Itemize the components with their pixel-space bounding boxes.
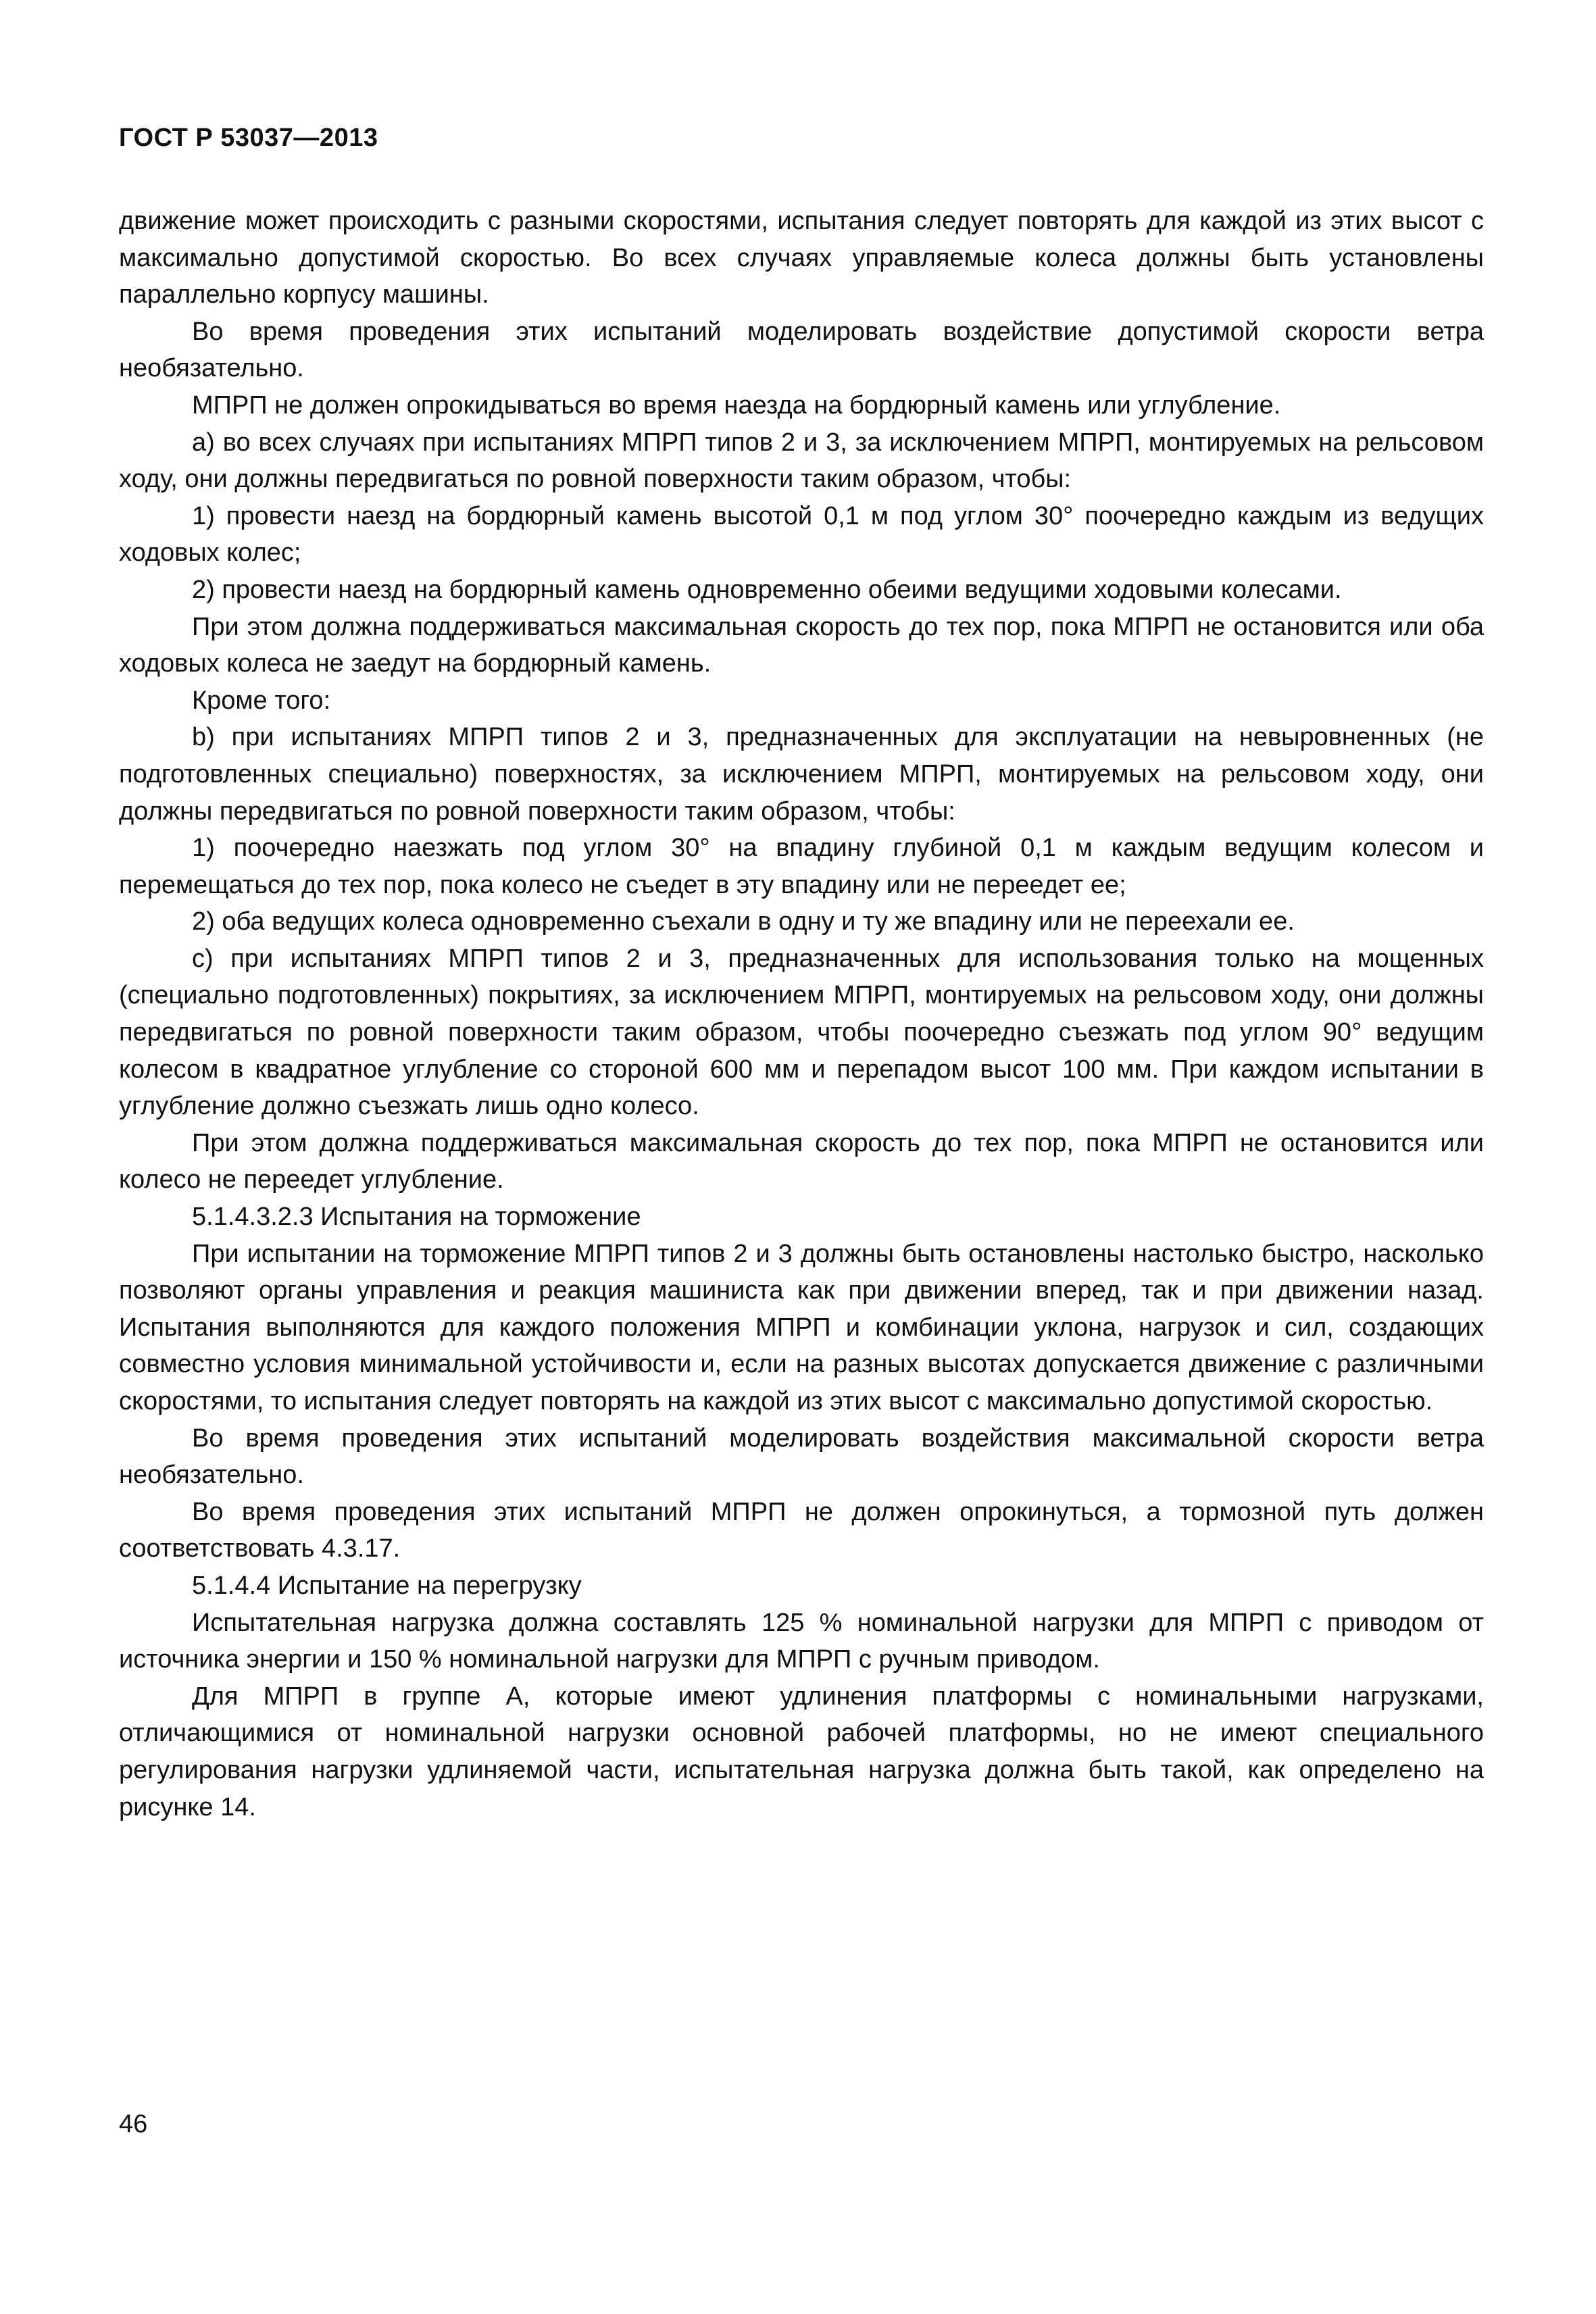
paragraph: с) при испытаниях МПРП типов 2 и 3, предназначенных для использования только на мощенных (специально подготовленных) покрытиях, за исключением МПРП, монтируемых на рельсовом ходу, они должны передвигаться по ровной поверхности таким образом, чтобы поочередно съезжать под углом 90° ведущим колесом в квадратное углубление со стороной 600 мм и перепадом высот 100 мм. При каждом испытании в углубление должно съезжать лишь одно колесо. bbox=[119, 944, 1484, 1121]
paragraph: Для МПРП в группе А, которые имеют удлинения платформы с номинальными нагрузками, отличающимися от номинальной нагрузки основной рабочей платформы, но не имеют специального регулирования нагрузки удлиняемой части, испытательная нагрузка должна быть такой, как определено на рисунке 14. bbox=[119, 1682, 1484, 1821]
paragraph: При этом должна поддерживаться максимальная скорость до тех пор, пока МПРП не остановится или колесо не переедет углубление. bbox=[119, 1128, 1484, 1194]
paragraph: Испытательная нагрузка должна составлять 125 % номинальной нагрузки для МПРП с приводом от источника энергии и 150 % номинальной нагрузки для МПРП с ручным приводом. bbox=[119, 1608, 1484, 1674]
paragraph: Во время проведения этих испытаний МПРП не должен опрокинуться, а тормозной путь должен соответствовать 4.3.17. bbox=[119, 1497, 1484, 1563]
paragraph: а) во всех случаях при испытаниях МПРП типов 2 и 3, за исключением МПРП, монтируемых на рельсовом ходу, они должны передвигаться по ровной поверхности таким образом, чтобы: bbox=[119, 428, 1484, 494]
list-item: 2) оба ведущих колеса одновременно съехали в одну и ту же впадину или не переехали ее. bbox=[192, 907, 1295, 936]
paragraph: Во время проведения этих испытаний моделировать воздействия максимальной скорости ветра необязательно. bbox=[119, 1424, 1484, 1490]
paragraph: МПРП не должен опрокидываться во время наезда на бордюрный камень или углубление. bbox=[192, 391, 1281, 420]
list-item: 1) провести наезд на бордюрный камень высотой 0,1 м под углом 30° поочередно каждым из ведущих ходовых колес; bbox=[119, 501, 1484, 568]
paragraph: При этом должна поддерживаться максимальная скорость до тех пор, пока МПРП не остановится или оба ходовых колеса не заедут на бордюрный камень. bbox=[119, 612, 1484, 678]
list-item: 2) провести наезд на бордюрный камень одновременно обеими ведущими ходовыми колесами. bbox=[192, 575, 1342, 604]
body-text bbox=[119, 203, 1484, 1826]
list-item: 1) поочередно наезжать под углом 30° на впадину глубиной 0,1 м каждым ведущим колесом и перемещаться до тех пор, пока колесо не съедет в эту впадину или не переедет ее; bbox=[119, 834, 1484, 899]
section-heading: 5.1.4.4 Испытание на перегрузку bbox=[192, 1571, 582, 1600]
paragraph: движение может происходить с разными скоростями, испытания следует повторять для каждой из этих высот с максимально допустимой скоростью. Во всех случаях управляемые колеса должны быть установлены параллельно корпусу машины. bbox=[119, 207, 1484, 309]
paragraph: b) при испытаниях МПРП типов 2 и 3, предназначенных для эксплуатации на невыровненных (не подготовленных специально) поверхностях, за исключением МПРП, монтируемых на рельсовом ходу, они должны передвигаться по ровной поверхности таким образом, чтобы: bbox=[119, 723, 1484, 826]
page-number: 46 bbox=[119, 2110, 148, 2138]
paragraph: При испытании на торможение МПРП типов 2 и 3 должны быть остановлены настолько быстро, насколько позволяют органы управления и реакция машиниста как при движении вперед, так и при движении назад. Испытания выполняются для каждого положения МПРП и комбинации уклона, нагрузок и сил, создающих совместно условия минимальной устойчивости и, если на разных высотах допускается движение с различными скоростями, то испытания следует повторять на каждой из этих высот с максимально допустимой скоростью. bbox=[119, 1239, 1484, 1415]
section-heading: 5.1.4.3.2.3 Испытания на торможение bbox=[192, 1203, 641, 1232]
paragraph: Кроме того: bbox=[192, 686, 331, 715]
paragraph: Во время проведения этих испытаний моделировать воздействие допустимой скорости ветра необязательно. bbox=[119, 317, 1484, 383]
document-header: ГОСТ Р 53037—2013 bbox=[119, 124, 378, 152]
